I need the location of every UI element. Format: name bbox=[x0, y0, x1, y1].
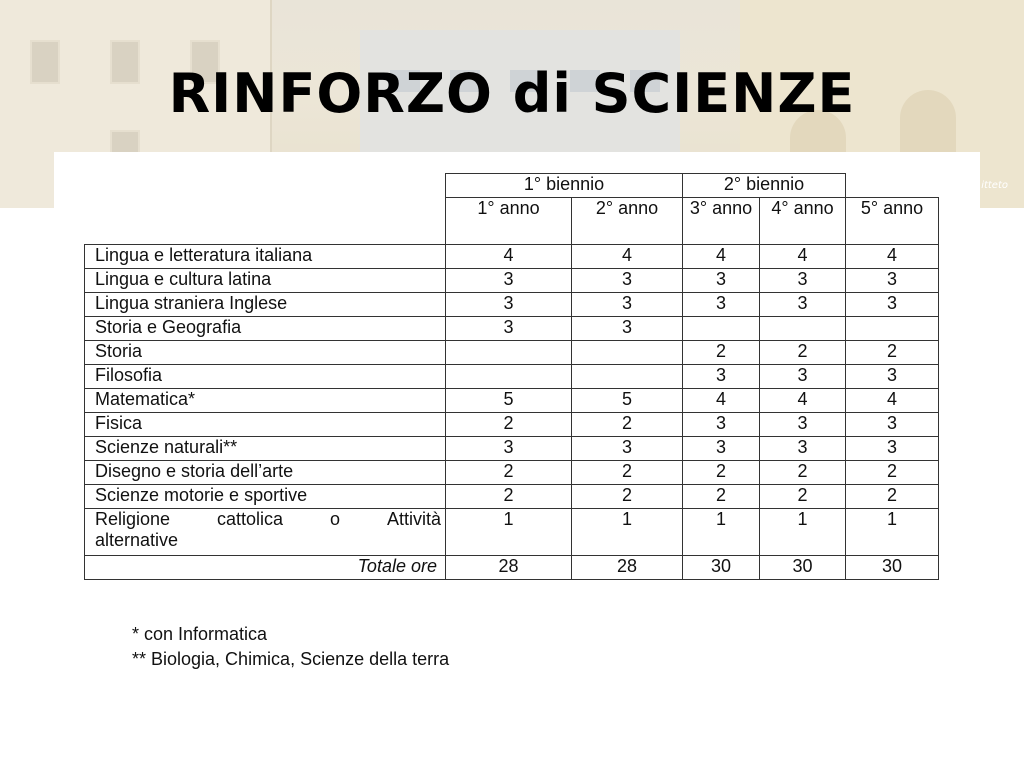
hours-cell: 2 bbox=[846, 341, 939, 365]
hours-cell: 1 bbox=[760, 509, 846, 556]
hours-cell bbox=[683, 317, 760, 341]
table-header-row bbox=[85, 198, 939, 245]
hours-cell: 2 bbox=[572, 485, 683, 509]
hours-cell: 2 bbox=[683, 341, 760, 365]
subject-cell: Lingua e letteratura italiana bbox=[85, 245, 446, 269]
subject-cell: Fisica bbox=[85, 413, 446, 437]
hours-cell: 2 bbox=[683, 485, 760, 509]
header-year: 5° anno bbox=[846, 198, 939, 245]
hours-cell: 2 bbox=[446, 485, 572, 509]
hours-cell bbox=[572, 365, 683, 389]
subject-cell: Filosofia bbox=[85, 365, 446, 389]
hours-cell: 3 bbox=[572, 317, 683, 341]
table-row bbox=[85, 485, 939, 509]
hours-cell: 3 bbox=[683, 437, 760, 461]
table-row bbox=[85, 245, 939, 269]
hours-cell: 3 bbox=[572, 293, 683, 317]
hours-cell bbox=[846, 317, 939, 341]
table-row bbox=[85, 365, 939, 389]
hours-cell: 3 bbox=[760, 437, 846, 461]
table-header-row bbox=[85, 174, 939, 198]
subject-cell: Scienze motorie e sportive bbox=[85, 485, 446, 509]
header-year: 2° anno bbox=[572, 198, 683, 245]
footnote: * con Informatica bbox=[132, 624, 268, 644]
hours-cell: 4 bbox=[846, 245, 939, 269]
subject-cell: Lingua straniera Inglese bbox=[85, 293, 446, 317]
hours-cell: 1 bbox=[572, 509, 683, 556]
header-year: 4° anno bbox=[760, 198, 846, 245]
hours-cell: 4 bbox=[760, 389, 846, 413]
hours-cell: 3 bbox=[446, 269, 572, 293]
banner-caption: itteto bbox=[981, 180, 1008, 191]
header-year: 1° anno bbox=[446, 198, 572, 245]
table-row bbox=[85, 389, 939, 413]
hours-cell: 3 bbox=[446, 437, 572, 461]
total-cell: 30 bbox=[846, 556, 939, 580]
subject-line: alternative bbox=[95, 530, 179, 550]
hours-cell: 4 bbox=[446, 245, 572, 269]
hours-cell: 4 bbox=[760, 245, 846, 269]
total-cell: 28 bbox=[572, 556, 683, 580]
subject-rows bbox=[85, 245, 939, 509]
hours-cell: 2 bbox=[683, 461, 760, 485]
hours-cell: 1 bbox=[446, 509, 572, 556]
subject-cell: Storia bbox=[85, 341, 446, 365]
hours-cell: 2 bbox=[760, 341, 846, 365]
hours-cell: 3 bbox=[446, 317, 572, 341]
hours-cell: 1 bbox=[846, 509, 939, 556]
hours-cell bbox=[446, 341, 572, 365]
hours-cell: 2 bbox=[446, 413, 572, 437]
hours-cell: 4 bbox=[683, 389, 760, 413]
total-cell: 28 bbox=[446, 556, 572, 580]
total-row bbox=[85, 556, 939, 580]
hours-cell: 3 bbox=[846, 365, 939, 389]
hours-cell: 3 bbox=[760, 293, 846, 317]
total-cell: 30 bbox=[683, 556, 760, 580]
footnote: ** Biologia, Chimica, Scienze della terra bbox=[132, 649, 450, 669]
hours-cell: 3 bbox=[683, 365, 760, 389]
table-row bbox=[85, 461, 939, 485]
total-cell: 30 bbox=[760, 556, 846, 580]
table-row bbox=[85, 317, 939, 341]
header-group-1: 1° biennio bbox=[446, 174, 683, 198]
hours-cell: 3 bbox=[683, 269, 760, 293]
table-row bbox=[85, 437, 939, 461]
table-row bbox=[85, 293, 939, 317]
hours-cell: 2 bbox=[572, 413, 683, 437]
table-row bbox=[85, 509, 939, 556]
hours-cell bbox=[446, 365, 572, 389]
hours-cell: 2 bbox=[846, 461, 939, 485]
hours-cell: 2 bbox=[846, 485, 939, 509]
header-year: 3° anno bbox=[683, 198, 760, 245]
subject-cell bbox=[85, 509, 446, 556]
hours-cell: 4 bbox=[683, 245, 760, 269]
hours-cell: 3 bbox=[846, 293, 939, 317]
footnotes bbox=[132, 622, 449, 672]
subject-cell: Storia e Geografia bbox=[85, 317, 446, 341]
subject-cell: Disegno e storia dell’arte bbox=[85, 461, 446, 485]
hours-cell: 3 bbox=[760, 365, 846, 389]
table-row bbox=[85, 413, 939, 437]
curriculum-table bbox=[84, 173, 939, 580]
table-row bbox=[85, 269, 939, 293]
hours-cell: 2 bbox=[446, 461, 572, 485]
hours-cell: 3 bbox=[846, 269, 939, 293]
hours-cell: 2 bbox=[572, 461, 683, 485]
subject-line bbox=[95, 509, 441, 530]
hours-cell bbox=[760, 317, 846, 341]
hours-cell: 2 bbox=[760, 485, 846, 509]
header-empty-cell bbox=[846, 174, 939, 198]
hours-cell: 1 bbox=[683, 509, 760, 556]
hours-cell: 3 bbox=[683, 293, 760, 317]
subject-cell: Lingua e cultura latina bbox=[85, 269, 446, 293]
subject-cell: Scienze naturali** bbox=[85, 437, 446, 461]
header-group-2: 2° biennio bbox=[683, 174, 846, 198]
hours-cell: 4 bbox=[846, 389, 939, 413]
hours-cell: 4 bbox=[572, 245, 683, 269]
hours-cell: 3 bbox=[846, 437, 939, 461]
hours-cell: 5 bbox=[446, 389, 572, 413]
subject-word: Attività bbox=[386, 509, 441, 529]
slide-title: RINFORZO di SCIENZE bbox=[168, 62, 856, 125]
subject-cell: Matematica* bbox=[85, 389, 446, 413]
subject-word: Religione bbox=[95, 509, 171, 529]
hours-cell: 3 bbox=[760, 269, 846, 293]
subject-word: cattolica bbox=[217, 509, 284, 529]
total-label: Totale ore bbox=[85, 556, 446, 580]
hours-cell: 3 bbox=[760, 413, 846, 437]
hours-cell: 3 bbox=[572, 437, 683, 461]
hours-cell: 3 bbox=[572, 269, 683, 293]
hours-cell: 3 bbox=[683, 413, 760, 437]
header-empty-cell bbox=[85, 174, 446, 198]
table-row bbox=[85, 341, 939, 365]
hours-cell: 3 bbox=[446, 293, 572, 317]
hours-cell: 5 bbox=[572, 389, 683, 413]
hours-cell: 3 bbox=[846, 413, 939, 437]
subject-word: o bbox=[329, 509, 340, 529]
hours-cell bbox=[572, 341, 683, 365]
hours-cell: 2 bbox=[760, 461, 846, 485]
header-empty-cell bbox=[85, 198, 446, 245]
